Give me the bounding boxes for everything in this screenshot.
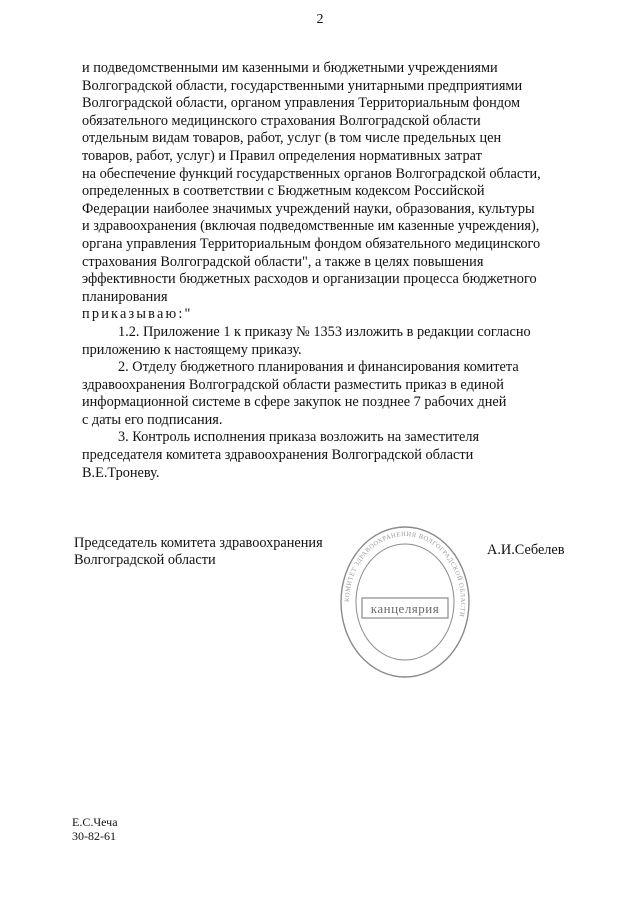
item-1-line: 1.2. Приложение 1 к приказу № 1353 изложить в редакции согласно: [118, 323, 531, 340]
preamble-line: на обеспечение функций государственных органов Волгоградской области,: [82, 165, 541, 182]
stamp-inner-text: канцелярия: [370, 601, 440, 616]
item-2-line: с даты его подписания.: [82, 411, 223, 428]
preamble-line: и подведомственными им казенными и бюджетными учреждениями: [82, 60, 498, 76]
order-word: приказываю:": [82, 306, 193, 323]
document-body: [82, 60, 570, 482]
item-3-line: председателя комитета здравоохранения Волгоградской области: [82, 447, 474, 464]
executor-info: [72, 815, 118, 843]
preamble-line: Волгоградской области, государственными унитарными предприятиями: [82, 77, 523, 94]
item-2-line: здравоохранения Волгоградской области разместить приказ в единой: [82, 376, 504, 393]
executor-phone: 30-82-61: [72, 829, 116, 843]
preamble-line: Волгоградской области, органом управления Территориальным фондом: [82, 95, 520, 112]
item-2-line: информационной системе в сфере закупок не позднее 7 рабочих дней: [82, 394, 507, 411]
preamble-line: обязательного медицинского страхования Волгоградской области: [82, 112, 481, 129]
preamble-line: эффективности бюджетных расходов и организации процесса бюджетного: [82, 271, 537, 288]
signer-position-line: Волгоградской области: [74, 552, 216, 568]
item-3-line: 3. Контроль исполнения приказа возложить на заместителя: [118, 429, 480, 446]
signer-position-line: Председатель комитета здравоохранения: [74, 535, 323, 551]
signer-position: [74, 535, 323, 569]
signer-name: А.И.Себелев: [487, 542, 565, 558]
stamp-ring-text: КОМИТЕТ ЗДРАВООХРАНЕНИЯ ВОЛГОГРАДСКОЙ ОБЛАСТИ: [343, 530, 467, 618]
office-stamp: [338, 522, 472, 682]
preamble-line: и здравоохранения (включая подведомственные им казенные учреждения),: [82, 218, 540, 235]
preamble-line: органа управления Территориальным фондом обязательного медицинского: [82, 235, 541, 252]
executor-name: Е.С.Чеча: [72, 815, 118, 829]
item-2-line: 2. Отделу бюджетного планирования и финансирования комитета: [118, 359, 519, 376]
page-number: 2: [316, 12, 324, 27]
preamble-line: планирования: [82, 288, 168, 305]
preamble-line: Федерации наиболее значимых учреждений науки, образования, культуры: [82, 200, 535, 217]
preamble-line: товаров, работ, услуг) и Правил определения нормативных затрат: [82, 147, 482, 164]
preamble-line: страхования Волгоградской области", а также в целях повышения: [82, 253, 484, 270]
item-3-line: В.Е.Троневу.: [82, 464, 160, 481]
preamble-line: определенных в соответствии с Бюджетным кодексом Российской: [82, 183, 485, 200]
preamble-line: отдельным видам товаров, работ, услуг (в том числе предельных цен: [82, 130, 502, 147]
item-1-line: приложению к настоящему приказу.: [82, 341, 302, 358]
